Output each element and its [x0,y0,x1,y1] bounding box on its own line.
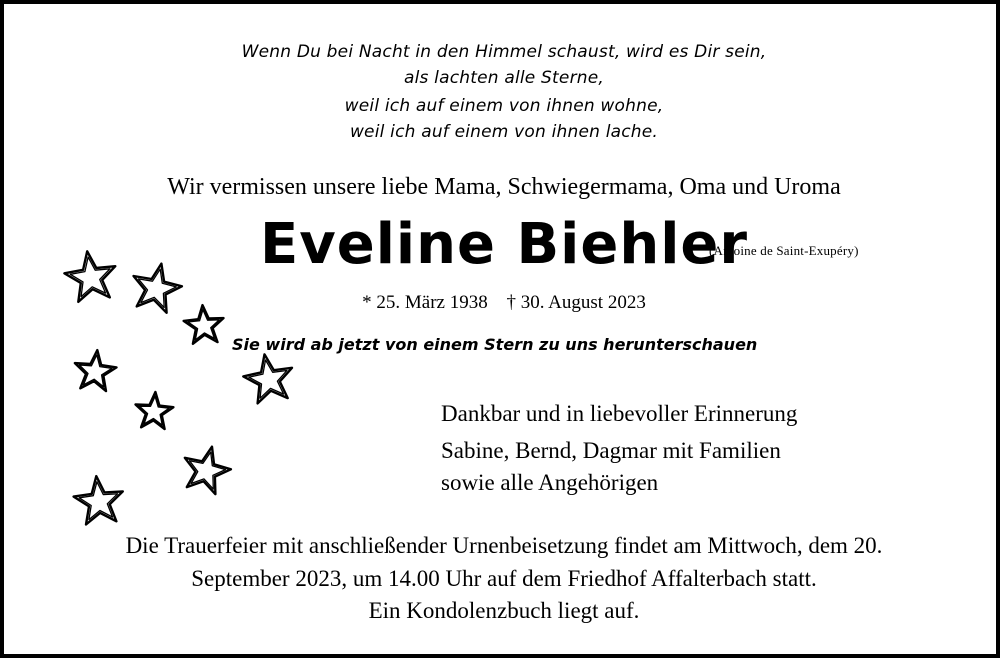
star-icon [184,305,224,344]
star-icon [134,264,182,313]
star-icon [74,476,123,524]
star-icon [136,392,174,429]
poem-line-1: Wenn Du bei Nacht in den Himmel schaust, wird es Dir sein, [241,42,767,62]
deceased-name: Eveline Biehler [260,212,748,277]
family-line-2: sowie alle Angehörigen [441,470,659,495]
star-decoration [4,4,1000,662]
closing-line-1: Die Trauerfeier mit anschließender Urnenbeisetzung findet am Mittwoch, dem 20. [125,533,883,558]
poem-line-4: weil ich auf einem von ihnen lache. [349,122,659,142]
intro-text: Wir vermissen unsere liebe Mama, Schwiegermama, Oma und Uroma [167,174,841,200]
closing-line-2: September 2023, um 14.00 Uhr auf dem Friedhof Affalterbach statt. [191,566,817,591]
subtitle: Sie wird ab jetzt von einem Stern zu uns herunterschauen [232,335,758,354]
birth-date: * 25. März 1938 [362,292,488,313]
star-icon [243,354,292,403]
star-icon [64,251,115,301]
poem-line-2: als lachten alle Sterne, [403,68,605,88]
family-line-1: Sabine, Bernd, Dagmar mit Familien [441,438,781,463]
poem-line-3: weil ich auf einem von ihnen wohne, [344,96,664,116]
star-icon [185,447,231,495]
death-date: † 30. August 2023 [506,292,646,313]
poem-source: (Antoine de Saint-Exupéry) [709,243,859,258]
closing-line-3: Ein Kondolenzbuch liegt auf. [368,598,640,623]
star-icon [75,350,117,391]
thanks-line: Dankbar und in liebevoller Erinnerung [441,401,798,426]
